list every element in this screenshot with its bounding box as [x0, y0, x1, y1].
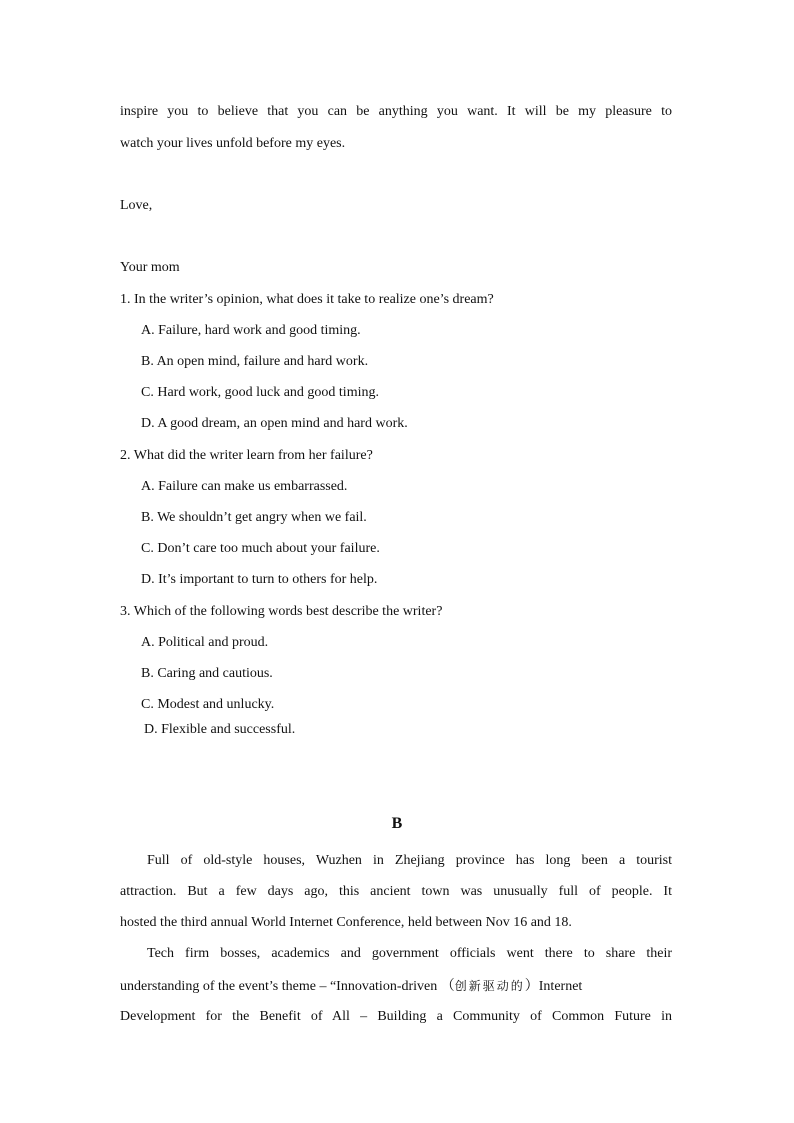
answer-option: B. Caring and cautious. [141, 666, 273, 681]
text-span: ）Internet [524, 979, 583, 994]
answer-option: D. A good dream, an open mind and hard work. [141, 416, 408, 431]
answer-option: C. Hard work, good luck and good timing. [141, 385, 379, 400]
answer-option: C. Modest and unlucky. [141, 697, 275, 712]
paragraph-line: watch your lives unfold before my eyes. [120, 136, 346, 151]
answer-option: B. We shouldn’t get angry when we fail. [141, 510, 367, 525]
paragraph-line [120, 978, 582, 995]
paragraph-line: Full of old-style houses, Wuzhen in Zhejiang province has long been a tourist [147, 853, 672, 868]
paragraph-line: inspire you to believe that you can be anything you want. It will be my pleasure to [120, 104, 672, 119]
letter-signature: Your mom [120, 260, 180, 275]
letter-closing: Love, [120, 198, 153, 213]
paragraph-line: hosted the third annual World Internet Conference, held between Nov 16 and 18. [120, 915, 572, 930]
question-stem: 2. What did the writer learn from her failure? [120, 448, 373, 463]
answer-option: A. Political and proud. [141, 635, 269, 650]
question-stem: 3. Which of the following words best describe the writer? [120, 604, 443, 619]
answer-option: D. It’s important to turn to others for help. [141, 572, 378, 587]
section-heading: B [391, 815, 403, 832]
answer-option: B. An open mind, failure and hard work. [141, 354, 369, 369]
paragraph-line: Development for the Benefit of All – Building a Community of Common Future in [120, 1009, 672, 1024]
answer-option: D. Flexible and successful. [144, 722, 296, 737]
answer-option: C. Don’t care too much about your failure. [141, 541, 380, 556]
paragraph-line: attraction. But a few days ago, this ancient town was unusually full of people. It [120, 884, 672, 899]
answer-option: A. Failure, hard work and good timing. [141, 323, 361, 338]
chinese-gloss: 创新驱动的 [454, 979, 525, 993]
text-span: understanding of the event’s theme – “Innovation-driven （ [120, 979, 455, 994]
question-stem: 1. In the writer’s opinion, what does it take to realize one’s dream? [120, 292, 494, 307]
answer-option: A. Failure can make us embarrassed. [141, 479, 348, 494]
paragraph-line: Tech firm bosses, academics and government officials went there to share their [147, 946, 672, 961]
